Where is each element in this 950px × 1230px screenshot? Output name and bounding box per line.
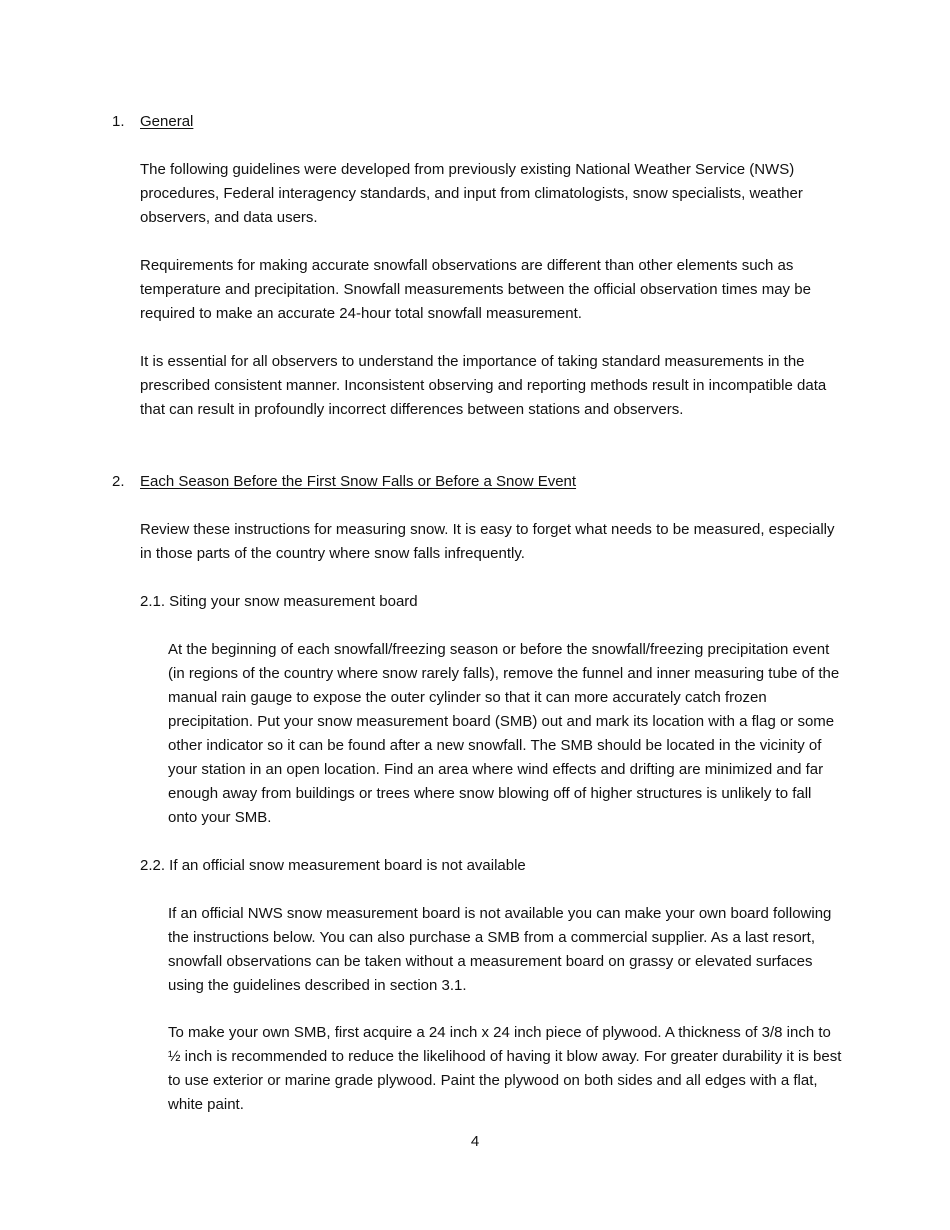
paragraph: The following guidelines were developed from previously existing National Weather Service (NWS) procedures, Federal interagency standards, and input from climatologists, snow specialists, weather observers, and data users. xyxy=(140,161,803,226)
section-number: 1. xyxy=(112,113,125,130)
section-heading-general xyxy=(112,112,193,132)
section-title: General xyxy=(140,113,194,130)
section-number: 2. xyxy=(112,473,125,490)
subsection-heading-siting: 2.1. Siting your snow measurement board xyxy=(140,593,418,610)
paragraph: Review these instructions for measuring snow. It is easy to forget what needs to be measured, especially in those parts of the country where snow falls infrequently. xyxy=(140,521,835,562)
page-number: 4 xyxy=(470,1133,480,1150)
section-title: Each Season Before the First Snow Falls or Before a Snow Event xyxy=(140,473,577,490)
paragraph: It is essential for all observers to understand the importance of taking standard measurements in the prescribed consistent manner. Inconsistent observing and reporting methods result in incompatible data that can result in profoundly incorrect differences between stations and observers. xyxy=(140,353,827,418)
paragraph: At the beginning of each snowfall/freezing season or before the snowfall/freezing precipitation event (in regions of the country where snow rarely falls), remove the funnel and inner measuring tube of the manual rain gauge to expose the outer cylinder so that it can more accurately catch frozen precipitation. Put your snow measurement board (SMB) out and mark its location with a flag or some other indicator so it can be found after a new snowfall. The SMB should be located in the vicinity of your station in an open location. Find an area where wind effects and drifting are minimized and far enough away from buildings or trees where snow blowing off of higher structures is unlikely to fall onto your SMB. xyxy=(168,641,840,826)
subsection-heading-not-available: 2.2. If an official snow measurement board is not available xyxy=(140,857,526,874)
paragraph: To make your own SMB, first acquire a 24 inch x 24 inch piece of plywood. A thickness of 3/8 inch to ½ inch is recommended to reduce the likelihood of having it blow away. For greater durability it is best to use exterior or marine grade plywood. Paint the plywood on both sides and all edges with a flat, white paint. xyxy=(168,1024,842,1113)
paragraph: Requirements for making accurate snowfall observations are different than other elements such as temperature and precipitation. Snowfall measurements between the official observation times may be required to make an accurate 24-hour total snowfall measurement. xyxy=(140,257,811,322)
section-heading-each-season xyxy=(112,472,576,492)
paragraph: If an official NWS snow measurement board is not available you can make your own board following the instructions below. You can also purchase a SMB from a commercial supplier. As a last resort, snowfall observations can be taken without a measurement board on grassy or elevated surfaces using the guidelines described in section 3.1. xyxy=(168,905,832,994)
